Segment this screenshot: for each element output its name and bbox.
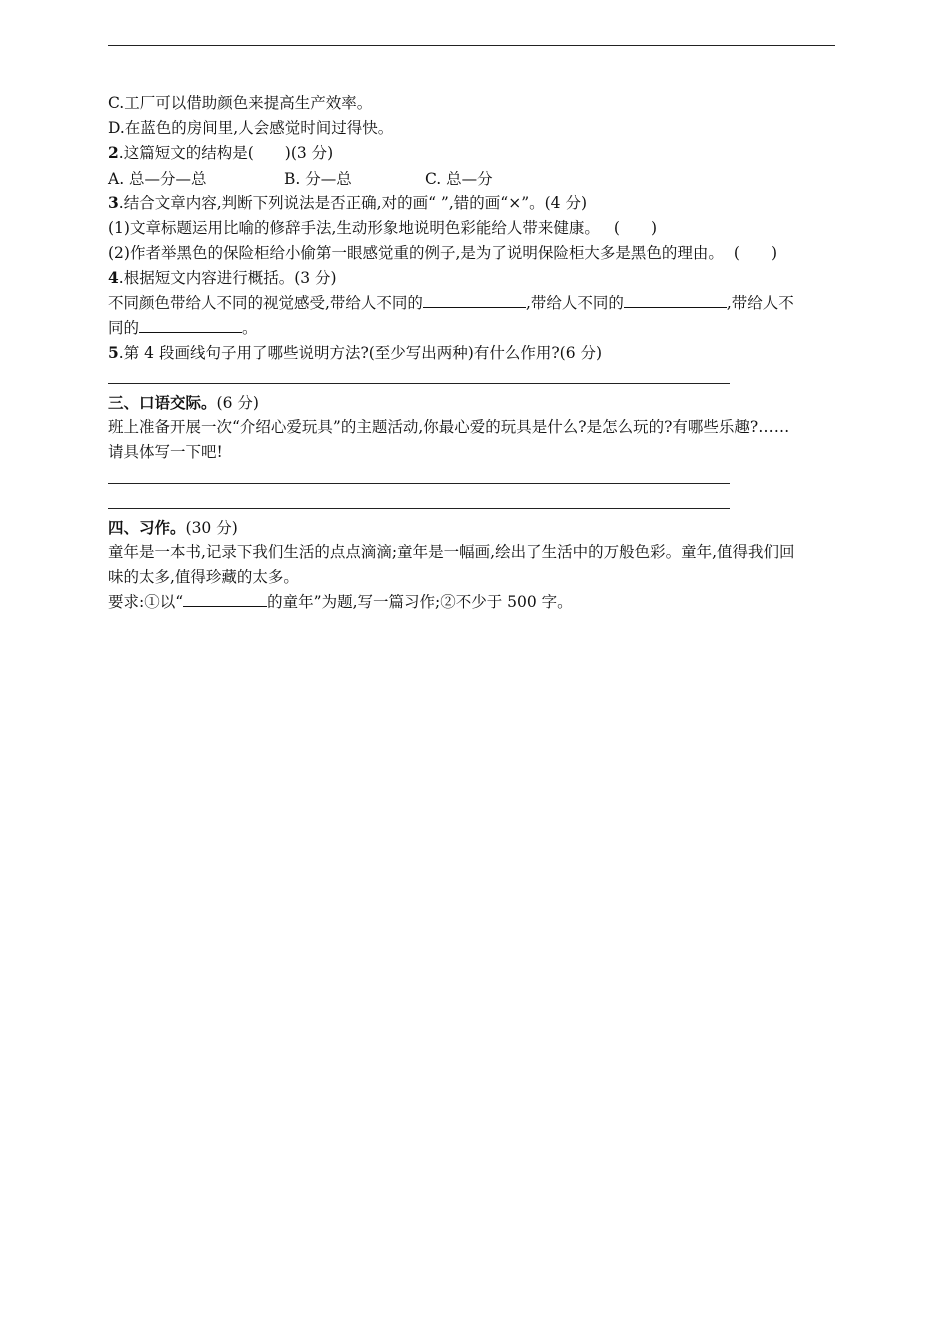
q3-item-1-text: (1)文章标题运用比喻的修辞手法,生动形象地说明色彩能给人带来健康。 [108, 219, 600, 237]
section-4-prompt-line-2: 味的太多,值得珍藏的太多。 [108, 568, 299, 586]
q2-stem [108, 143, 333, 163]
q4-line-2 [108, 318, 258, 338]
q5-answer-line[interactable] [108, 383, 730, 384]
q2-option-a: A. 总—分—总 [108, 170, 207, 188]
q2-text: .这篇短文的结构是( )(3 分) [118, 144, 334, 162]
q4-line-1-c: ,带给人不 [726, 294, 794, 312]
q4-blank-2[interactable] [624, 293, 727, 308]
q2-option-c: C. 总—分 [425, 170, 493, 188]
q4-line-1-b: ,带给人不同的 [525, 294, 624, 312]
q4-number: 4 [108, 268, 119, 287]
q5-stem [108, 343, 602, 363]
q3-item-1-answer[interactable]: ( ) [613, 219, 657, 237]
section-3-heading [108, 393, 259, 413]
section-3-score: (6 分) [216, 394, 259, 412]
q4-line-1 [108, 293, 794, 313]
section-3-title: 三、口语交际。 [108, 393, 217, 412]
q4-line-1-a: 不同颜色带给人不同的视觉感受,带给人不同的 [108, 294, 423, 312]
q3-item-2-text: (2)作者举黑色的保险柜给小偷第一眼感觉重的例子,是为了说明保险柜大多是黑色的理由。 [108, 244, 724, 262]
q3-number: 3 [108, 193, 119, 212]
q4-blank-1[interactable] [423, 293, 526, 308]
q3-item-1 [108, 218, 657, 238]
q4-stem [108, 268, 337, 288]
q4-line-2-a: 同的 [108, 319, 140, 337]
q3-item-2-answer[interactable]: ( ) [733, 244, 777, 262]
section-3-answer-line-2[interactable] [108, 508, 730, 509]
section-4-requirement-a: 要求:①以“ [108, 593, 184, 611]
q2-option-b: B. 分—总 [284, 170, 352, 188]
q1-option-c: C.工厂可以借助颜色来提高生产效率。 [108, 94, 373, 112]
section-3-prompt-line-2: 请具体写一下吧! [108, 443, 223, 461]
q1-option-d: D.在蓝色的房间里,人会感觉时间过得快。 [108, 119, 394, 137]
q4-text: .根据短文内容进行概括。(3 分) [118, 269, 337, 287]
q5-text: .第 4 段画线句子用了哪些说明方法?(至少写出两种)有什么作用?(6 分) [118, 344, 603, 362]
q2-number: 2 [108, 143, 119, 162]
section-4-title: 四、习作。 [108, 518, 186, 537]
section-4-prompt-line-1: 童年是一本书,记录下我们生活的点点滴滴;童年是一幅画,绘出了生活中的万般色彩。童年,值得我们回 [108, 543, 795, 561]
section-4-heading [108, 518, 238, 538]
q2-options [108, 169, 493, 189]
q3-item-2 [108, 243, 777, 263]
q4-line-2-b: 。 [242, 319, 258, 337]
section-3-answer-line-1[interactable] [108, 483, 730, 484]
section-3-prompt-line-1: 班上准备开展一次“介绍心爱玩具”的主题活动,你最心爱的玩具是什么?是怎么玩的?有哪些乐趣?…… [108, 418, 790, 436]
section-4-requirement-b: 的童年”为题,写一篇习作;②不少于 500 字。 [267, 593, 573, 611]
q3-text: .结合文章内容,判断下列说法是否正确,对的画“ ”,错的画“×”。(4 分) [118, 194, 588, 212]
section-4-requirement [108, 592, 573, 612]
q3-stem [108, 193, 587, 213]
q5-number: 5 [108, 343, 119, 362]
header-rule [108, 45, 835, 46]
section-4-score: (30 分) [185, 519, 238, 537]
q4-blank-3[interactable] [139, 318, 242, 333]
section-4-title-blank[interactable] [183, 592, 267, 607]
